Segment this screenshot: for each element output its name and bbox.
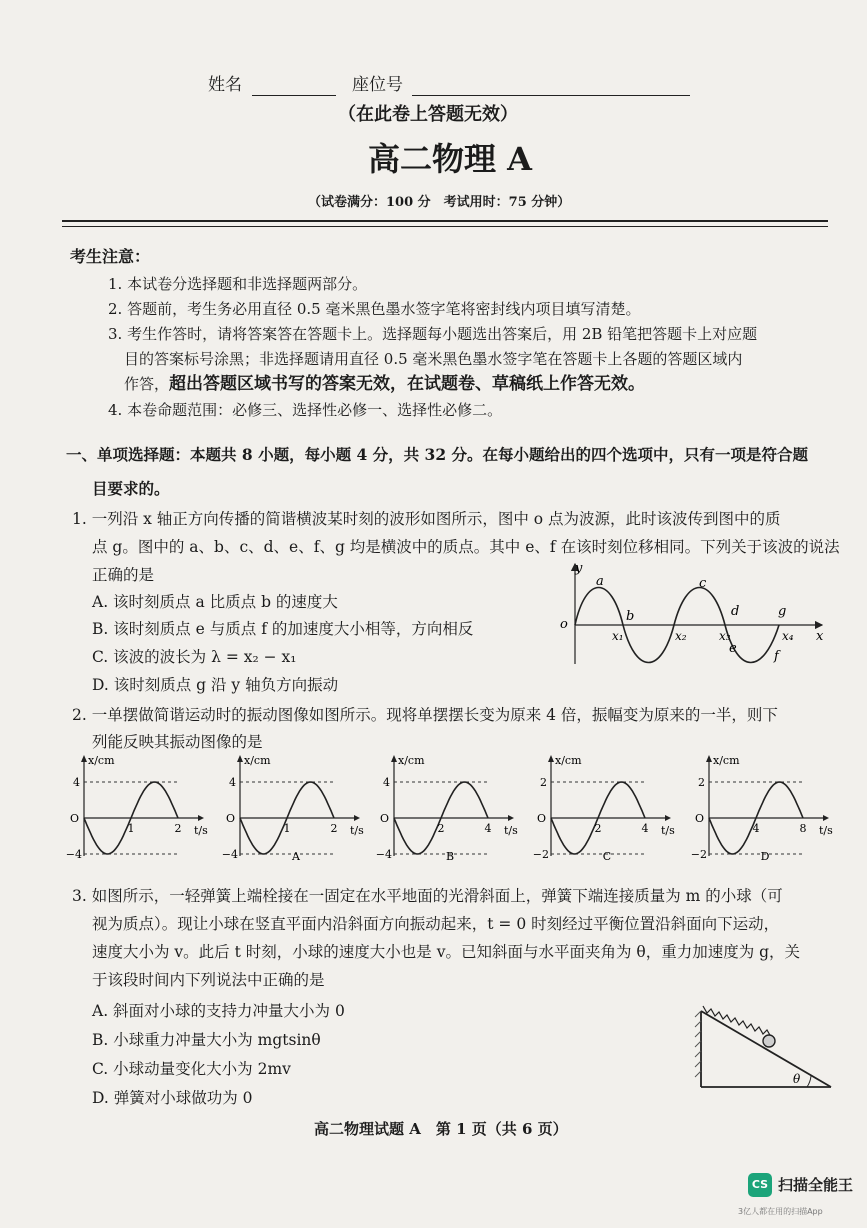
notice-item-4: 4. 本卷命题范围：必修三、选择性必修一、选择性必修二。 xyxy=(108,401,503,419)
q1-fig-y-axis: y xyxy=(575,561,583,576)
scanner-logo-icon: CS xyxy=(748,1173,772,1197)
q2-graph-y-bottom: −2 xyxy=(532,848,549,861)
q3-stem-line-3: 速度大小为 v。此后 t 时刻，小球的速度大小也是 v。已知斜面与水平面夹角为 θ，重力加速度为 g，关 xyxy=(92,943,801,961)
notice-item-3-line-1: 3. 考生作答时，请将答案答在答题卡上。选择题每小题选出答案后，用 2B 铅笔把答题卡上对应题 xyxy=(108,325,758,343)
q2-stem-line-2: 列能反映其振动图像的是 xyxy=(92,733,263,751)
q1-fig-x1: x₁ xyxy=(612,629,624,643)
q2-graph-2 xyxy=(221,752,368,863)
page-title: 高二物理 A xyxy=(368,140,532,178)
q1-fig-x4: x₄ xyxy=(782,629,794,643)
q2-graph-origin: O xyxy=(69,812,79,825)
q2-graph-y-arrow xyxy=(391,755,397,762)
q2-graph-y-bottom: −4 xyxy=(65,848,82,861)
q2-graph-x-unit: t/s xyxy=(819,824,833,837)
q1-option-b: B. 该时刻质点 e 与质点 f 的加速度大小相等，方向相反 xyxy=(92,620,474,638)
notice-item-3-lead: 作答， xyxy=(124,375,170,393)
q2-graph-x-arrow xyxy=(823,815,829,821)
q2-graph-x-mid: 1 xyxy=(127,822,135,835)
q2-graph-y-top: 4 xyxy=(383,776,390,789)
notice-item-3-line-2: 目的答案标号涂黑；非选择题请用直径 0.5 毫米黑色墨水签字笔在答题卡上各题的答题区域内 xyxy=(124,350,743,368)
q2-graph-y-unit: x/cm xyxy=(244,754,271,767)
q2-graph-y-unit: x/cm xyxy=(713,754,740,767)
q2-graph-x-end: 2 xyxy=(174,822,182,835)
q2-graph-y-top: 4 xyxy=(73,776,80,789)
q3-option-d: D. 弹簧对小球做功为 0 xyxy=(92,1089,253,1107)
q1-fig-x-axis: x xyxy=(816,629,824,644)
q2-graph-x-end: 4 xyxy=(641,822,649,835)
q1-option-c: C. 该波的波长为 λ = x₂ − x₁ xyxy=(92,648,297,666)
q2-graph-origin: O xyxy=(694,812,704,825)
q1-fig-origin: o xyxy=(560,617,568,632)
seat-label: 座位号 xyxy=(352,75,403,95)
q2-graph-origin: O xyxy=(536,812,546,825)
q2-graph-y-arrow xyxy=(237,755,243,762)
q3-stem-line-4: 于该段时间内下列说法中正确的是 xyxy=(92,971,325,989)
q2-graph-y-bottom: −2 xyxy=(690,848,707,861)
name-label: 姓名 xyxy=(208,75,242,95)
q3-option-a: A. 斜面对小球的支持力冲量大小为 0 xyxy=(92,1002,345,1020)
q2-graph-5 xyxy=(690,752,837,863)
q1-fig-b: b xyxy=(626,609,635,624)
exam-info: （试卷满分：100 分 考试用时：75 分钟） xyxy=(308,195,571,210)
header-rule-top xyxy=(62,220,828,222)
notice-item-2: 2. 答题前，考生务必用直径 0.5 毫米黑色墨水签字笔将密封线内项目填写清楚。 xyxy=(108,300,641,318)
q2-graph-1 xyxy=(65,752,212,862)
q2-graph-x-end: 8 xyxy=(799,822,807,835)
q3-option-c: C. 小球动量变化大小为 2mv xyxy=(92,1060,291,1078)
q2-graph-option-label: D xyxy=(760,850,770,863)
notice-heading: 考生注意： xyxy=(70,247,151,266)
notice-item-3-emphasis: 超出答题区域书写的答案无效，在试题卷、草稿纸上作答无效。 xyxy=(169,374,646,394)
q2-graph-x-end: 4 xyxy=(484,822,492,835)
scanner-name: 扫描全能王 xyxy=(778,1176,854,1194)
q3-stem-line-2: 视为质点）。现让小球在竖直平面内沿斜面方向振动起来，t = 0 时刻经过平衡位置沿斜面向下运动， xyxy=(92,915,780,933)
q2-graph-x-end: 2 xyxy=(330,822,338,835)
q2-graph-x-mid: 4 xyxy=(752,822,760,835)
q2-graph-y-arrow xyxy=(706,755,712,762)
q1-fig-e: e xyxy=(729,641,737,656)
q2-graph-x-unit: t/s xyxy=(661,824,675,837)
q2-graph-x-mid: 2 xyxy=(594,822,602,835)
q1-fig-x2: x₂ xyxy=(675,629,687,643)
invalid-note: （在此卷上答题无效） xyxy=(338,104,518,125)
q1-wave-figure xyxy=(556,560,832,668)
section-1-heading-line-2: 目要求的。 xyxy=(92,479,170,498)
q1-fig-f: f xyxy=(774,649,779,664)
q2-graph-x-mid: 2 xyxy=(437,822,445,835)
q1-fig-d: d xyxy=(731,604,740,619)
q1-stem-line-3: 正确的是 xyxy=(92,566,155,584)
q2-graph-y-top: 2 xyxy=(698,776,705,789)
q2-graph-option-label: A xyxy=(292,850,300,863)
q1-fig-g: g xyxy=(778,604,787,619)
notice-item-1: 1. 本试卷分选择题和非选择题两部分。 xyxy=(108,275,368,293)
q2-graph-4 xyxy=(532,752,679,863)
q2-graph-option-label: C xyxy=(602,850,612,863)
q2-graph-y-unit: x/cm xyxy=(398,754,425,767)
q2-graph-x-mid: 1 xyxy=(283,822,291,835)
q2-graph-origin: O xyxy=(225,812,235,825)
q2-graph-y-bottom: −4 xyxy=(221,848,238,861)
q2-graph-x-arrow xyxy=(198,815,204,821)
header-rule-bottom xyxy=(62,226,828,227)
q2-graph-y-unit: x/cm xyxy=(555,754,582,767)
q3-ball xyxy=(763,1035,775,1047)
q2-graph-x-arrow xyxy=(665,815,671,821)
q2-graph-y-arrow xyxy=(81,755,87,762)
section-1-heading-line-1: 一、单项选择题：本题共 8 小题，每小题 4 分，共 32 分。在每小题给出的四个选项中，只有一项是符合题 xyxy=(66,445,809,464)
scanner-tagline: 3亿人都在用的扫描App xyxy=(738,1207,823,1216)
q1-fig-x3: x₃ xyxy=(719,629,731,643)
q2-graph-y-top: 4 xyxy=(229,776,236,789)
q1-stem-line-1: 1. 一列沿 x 轴正方向传播的简谐横波某时刻的波形如图所示，图中 o 点为波源，此时该波传到图中的质 xyxy=(72,510,781,528)
seat-blank xyxy=(412,95,690,96)
q2-graph-x-unit: t/s xyxy=(350,824,364,837)
q2-graph-y-bottom: −4 xyxy=(375,848,392,861)
q2-graph-x-unit: t/s xyxy=(194,824,208,837)
q3-stem-line-1: 3. 如图所示，一轻弹簧上端栓接在一固定在水平地面的光滑斜面上，弹簧下端连接质量为 m 的小球（可 xyxy=(72,887,783,905)
q3-option-b: B. 小球重力冲量大小为 mgtsinθ xyxy=(92,1031,321,1049)
q2-graph-y-arrow xyxy=(548,755,554,762)
q2-graph-option-label: B xyxy=(445,850,455,863)
q2-graph-x-unit: t/s xyxy=(504,824,518,837)
q2-graph-origin: O xyxy=(379,812,389,825)
name-blank xyxy=(252,95,336,96)
q3-fig-theta: θ xyxy=(793,1072,801,1086)
q2-graph-y-unit: x/cm xyxy=(88,754,115,767)
q2-stem-line-1: 2. 一单摆做简谐运动时的振动图像如图所示。现将单摆摆长变为原来 4 倍，振幅变为原来的一半，则下 xyxy=(72,706,778,724)
q1-option-a: A. 该时刻质点 a 比质点 b 的速度大 xyxy=(92,593,338,611)
q2-graph-3 xyxy=(375,752,522,863)
q3-incline-figure xyxy=(693,1003,833,1115)
q1-fig-a: a xyxy=(596,574,604,589)
q2-graph-y-top: 2 xyxy=(540,776,547,789)
q2-graph-x-arrow xyxy=(508,815,514,821)
q1-fig-c: c xyxy=(699,576,707,591)
q2-graph-x-arrow xyxy=(354,815,360,821)
q1-stem-line-2: 点 g。图中的 a、b、c、d、e、f、g 均是横波中的质点。其中 e、f 在该时刻位移相同。下列关于该波的说法 xyxy=(92,538,840,556)
q1-option-d: D. 该时刻质点 g 沿 y 轴负方向振动 xyxy=(92,676,339,694)
notice-item-3-line-3 xyxy=(124,373,645,395)
page-footer: 高二物理试题 A 第 1 页（共 6 页） xyxy=(314,1120,568,1138)
scanner-badge xyxy=(748,1173,852,1199)
